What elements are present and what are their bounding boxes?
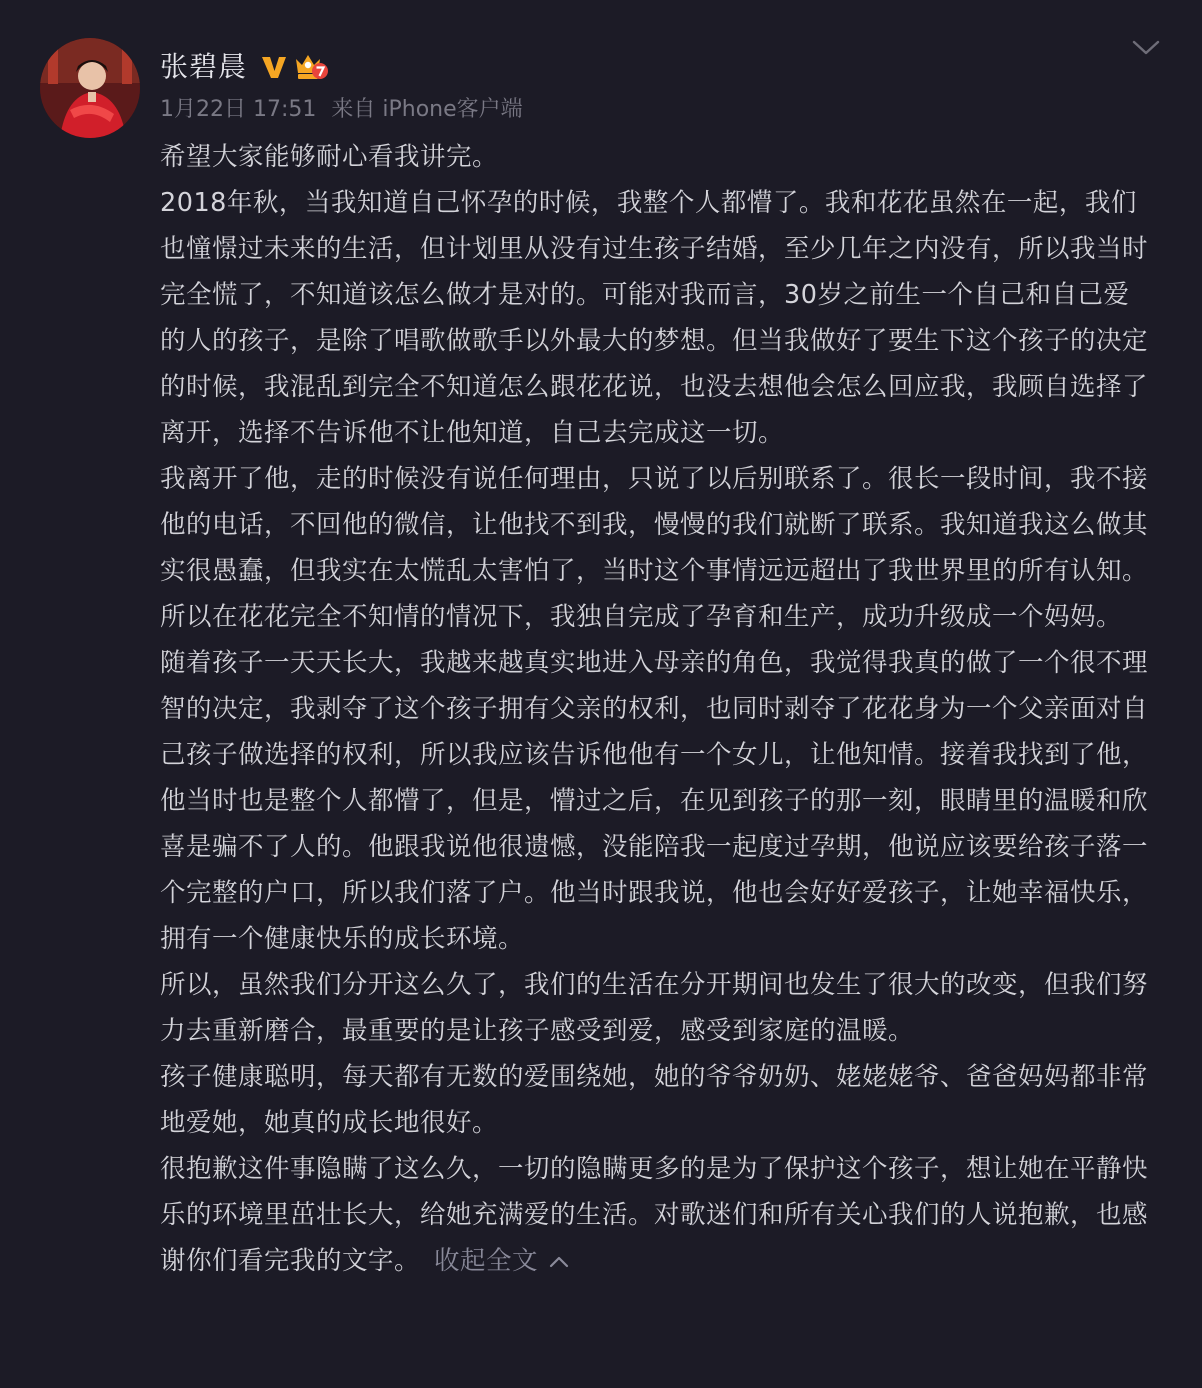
username[interactable]: 张碧晨 — [160, 50, 248, 83]
paragraph: 2018年秋，当我知道自己怀孕的时候，我整个人都懵了。我和花花虽然在一起，我们也憧憬过未来的生活，但计划里从没有过生孩子结婚，至少几年之内没有，所以我当时完全慌了，不知道该怎么做才是对的。可能对我而言，30岁之前生一个自己和自己爱的人的孩子，是除了唱歌做歌手以外最大的梦想。但当我做好了要生下这个孩子的决定的时候，我混乱到完全不知道怎么跟花花说，也没去想他会怎么回应我，我顾自选择了离开，选择不告诉他不让他知道，自己去完成这一切。 — [160, 188, 1149, 448]
post-timestamp[interactable]: 1月22日 17:51 — [160, 97, 317, 122]
paragraph: 所以，虽然我们分开这么久了，我们的生活在分开期间也发生了很大的改变，但我们努力去重新磨合，最重要的是让孩子感受到爱，感受到家庭的温暖。 — [160, 970, 1149, 1046]
badges — [259, 51, 329, 83]
post-source: 来自 iPhone客户端 — [331, 97, 523, 122]
collapse-label: 收起全文 — [434, 1246, 539, 1276]
post-content — [160, 134, 1150, 1284]
verified-v-icon[interactable] — [259, 52, 289, 82]
post-meta — [160, 93, 523, 127]
last-paragraph — [160, 1146, 1150, 1284]
avatar-image — [40, 38, 140, 138]
chevron-down-icon[interactable] — [1128, 36, 1164, 60]
avatar[interactable] — [40, 38, 140, 138]
post-header — [160, 42, 329, 92]
paragraph: 我离开了他，走的时候没有说任何理由，只说了以后别联系了。很长一段时间，我不接他的电话，不回他的微信，让他找不到我，慢慢的我们就断了联系。我知道我这么做其实很愚蠢，但我实在太慌乱太害怕了，当时这个事情远远超出了我世界里的所有认知。所以在花花完全不知情的情况下，我独自完成了孕育和生产，成功升级成一个妈妈。 — [160, 464, 1149, 632]
paragraph-text: 很抱歉这件事隐瞒了这么久，一切的隐瞒更多的是为了保护这个孩子，想让她在平静快乐的环境里茁壮长大，给她充满爱的生活。对歌迷们和所有关心我们的人说抱歉，也感谢你们看完我的文字。 — [160, 1154, 1149, 1276]
paragraph: 希望大家能够耐心看我讲完。 — [160, 142, 499, 172]
paragraph: 随着孩子一天天长大，我越来越真实地进入母亲的角色，我觉得我真的做了一个很不理智的决定，我剥夺了这个孩子拥有父亲的权利，也同时剥夺了花花身为一个父亲面对自己孩子做选择的权利，所以我应该告诉他他有一个女儿，让他知情。接着我找到了他，他当时也是整个人都懵了，但是，懵过之后，在见到孩子的那一刻，眼睛里的温暖和欣喜是骗不了人的。他跟我说他很遗憾，没能陪我一起度过孕期，他说应该要给孩子落一个完整的户口，所以我们落了户。他当时跟我说，他也会好好爱孩子，让她幸福快乐，拥有一个健康快乐的成长环境。 — [160, 648, 1149, 954]
chevron-up-icon — [548, 1255, 570, 1269]
collapse-button[interactable] — [434, 1246, 570, 1276]
vip-crown-icon[interactable] — [293, 51, 329, 83]
paragraph: 孩子健康聪明，每天都有无数的爱围绕她，她的爷爷奶奶、姥姥姥爷、爸爸妈妈都非常地爱她，她真的成长地很好。 — [160, 1062, 1149, 1138]
